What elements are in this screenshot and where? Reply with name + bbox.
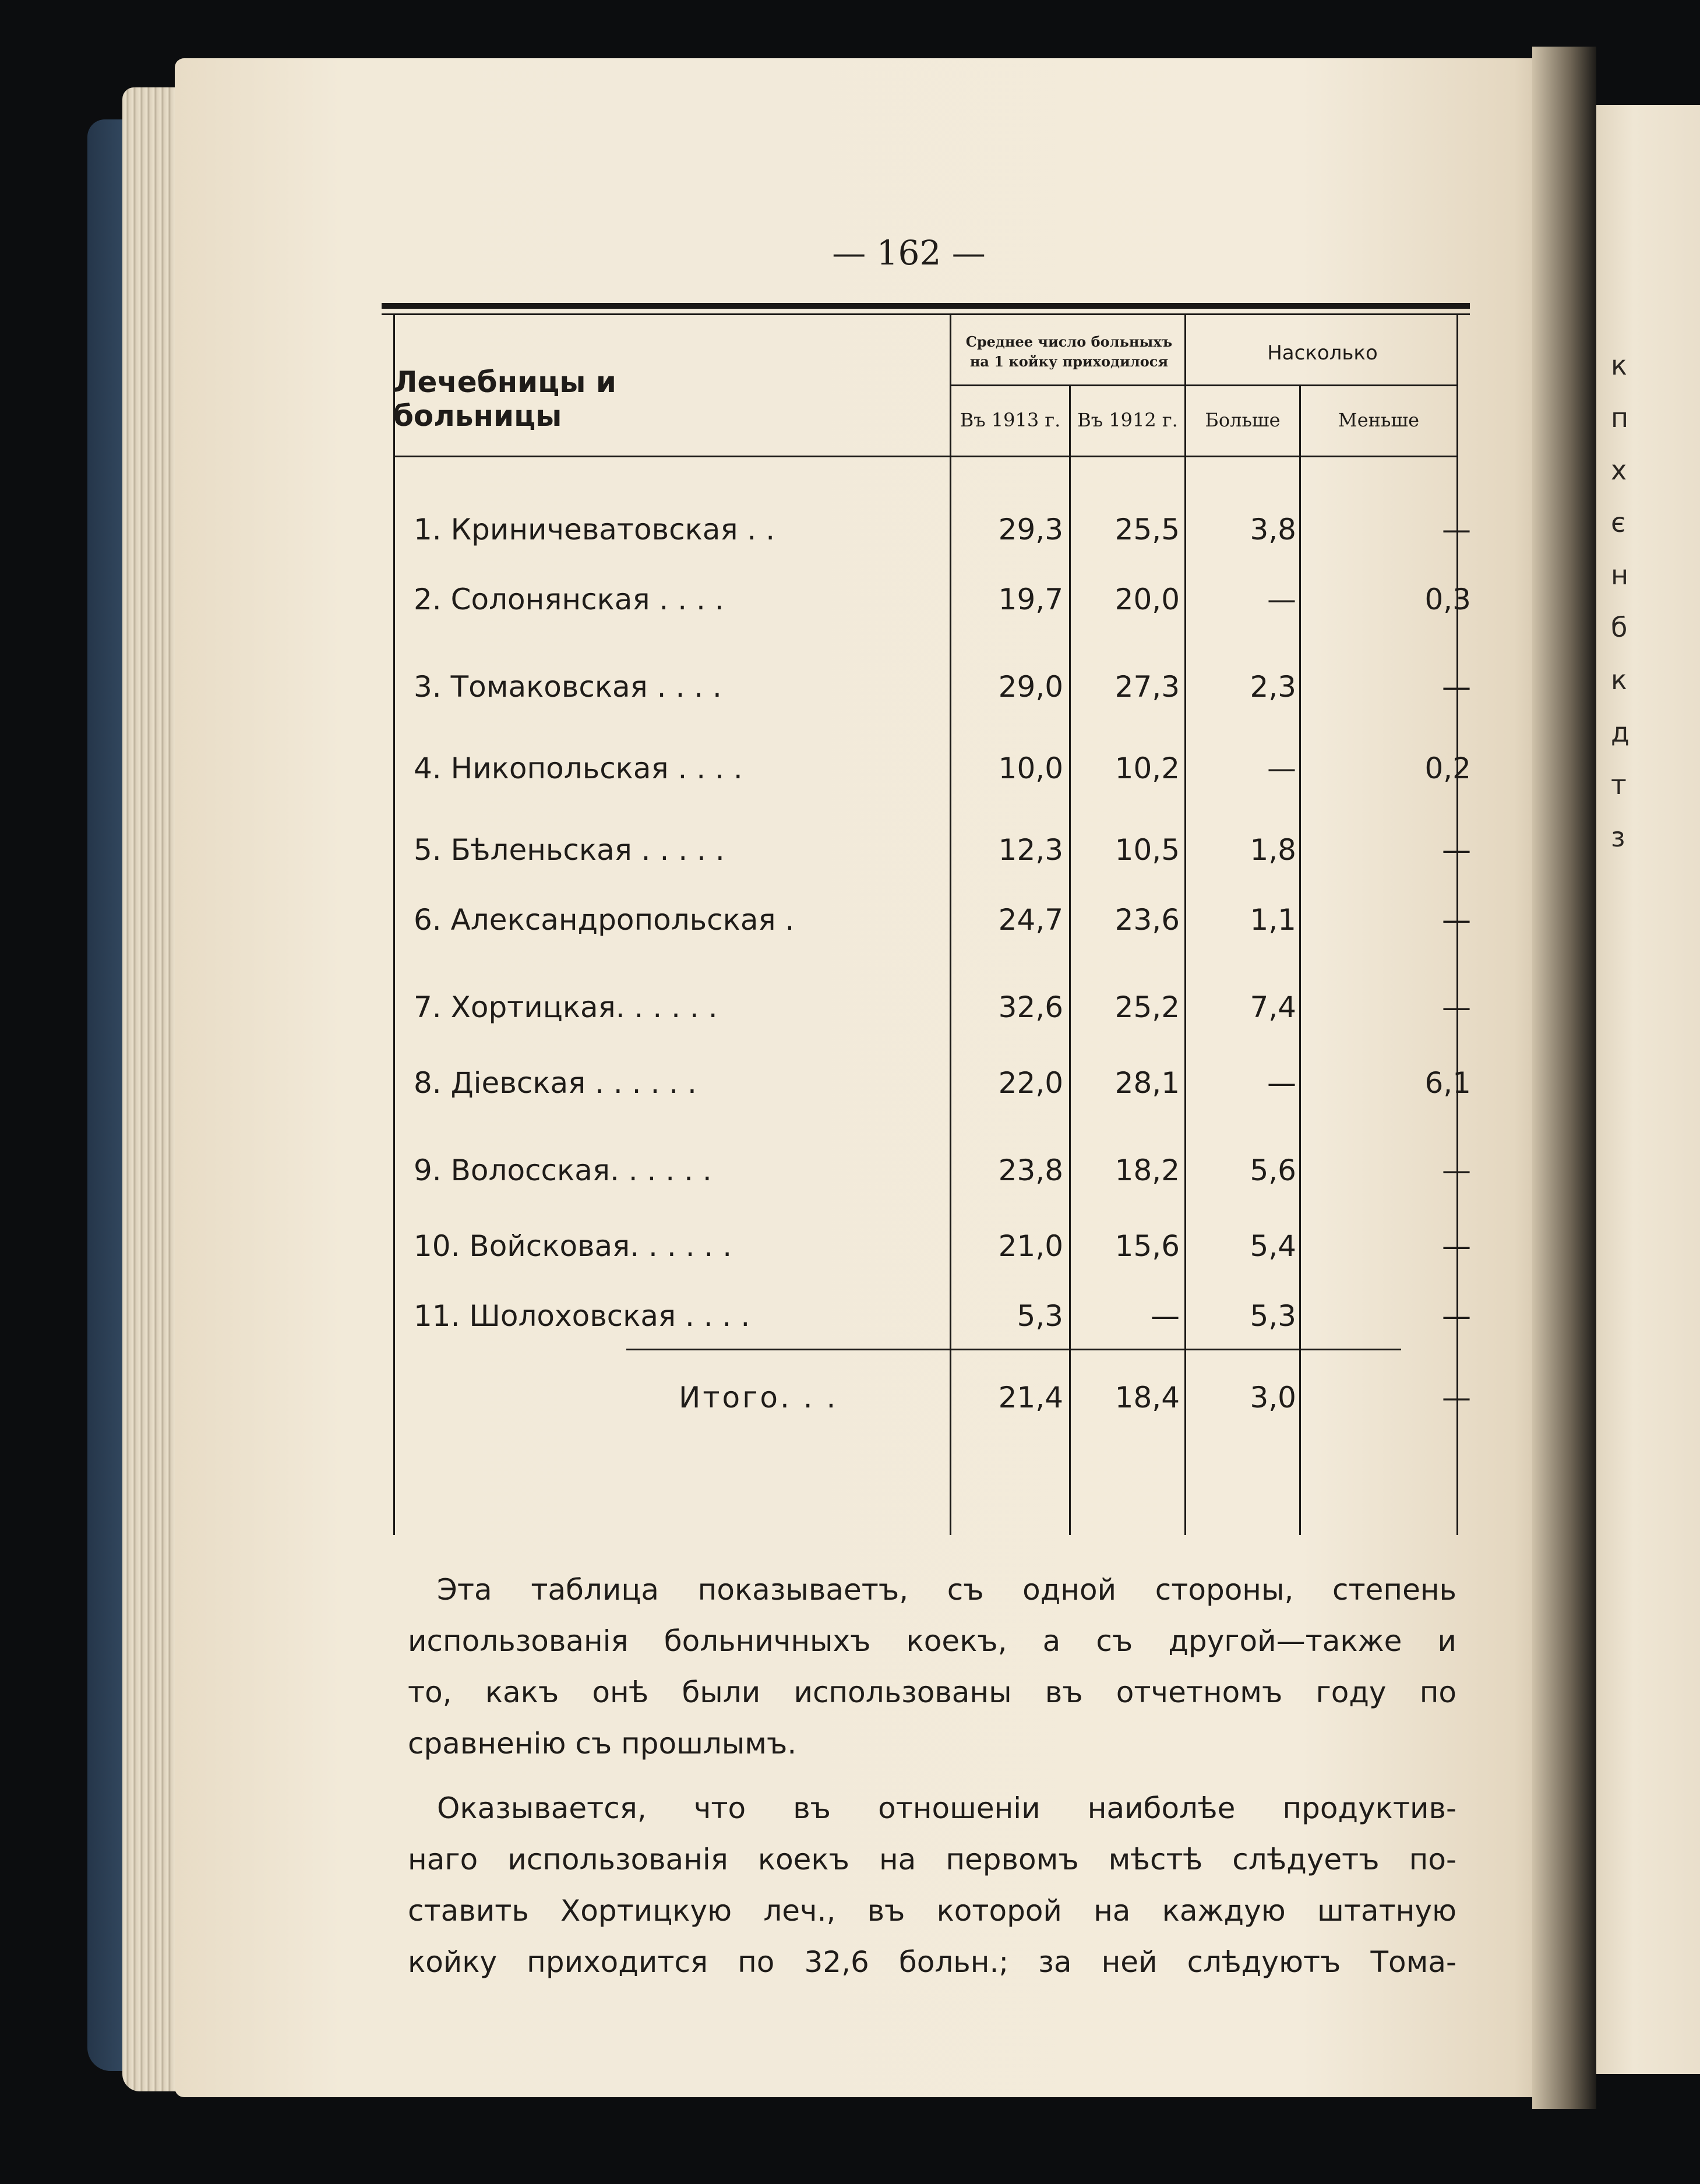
value-less: —	[1442, 833, 1471, 867]
value-more: 5,6	[1250, 1153, 1296, 1187]
header-bottom-rule	[393, 456, 1458, 457]
value-less: 0,2	[1424, 751, 1471, 785]
value-1912: 25,2	[1114, 990, 1180, 1024]
header-institutions: Лечебницы и больницы	[393, 365, 616, 433]
facing-letter: т	[1611, 769, 1627, 800]
value-1912: 28,1	[1114, 1066, 1180, 1100]
table-top-rule-thin	[382, 313, 1470, 315]
table-row	[382, 1223, 1470, 1276]
value-more: —	[1267, 1066, 1296, 1100]
table-row	[382, 897, 1470, 950]
facing-letter: к	[1611, 350, 1627, 381]
value-1912: 10,2	[1114, 751, 1180, 785]
value-1913: 10,0	[998, 751, 1063, 785]
paragraph-line: сравненiю съ прошлымъ.	[408, 1727, 797, 1760]
value-1912: 25,5	[1114, 513, 1180, 546]
value-1912: —	[1151, 1299, 1180, 1333]
paragraph-1	[408, 1564, 1456, 1769]
value-1912: 20,0	[1114, 583, 1180, 616]
value-less: —	[1442, 990, 1471, 1024]
value-1912: 23,6	[1114, 903, 1180, 937]
total-more: 3,0	[1250, 1381, 1296, 1414]
value-less: —	[1442, 1229, 1471, 1263]
value-1913: 19,7	[998, 583, 1063, 616]
value-1912: 27,3	[1114, 670, 1180, 704]
value-less: 0,3	[1424, 583, 1471, 616]
value-1913: 23,8	[998, 1153, 1063, 1187]
facing-letter: з	[1611, 821, 1625, 853]
value-more: 7,4	[1250, 990, 1296, 1024]
facing-letter: д	[1611, 717, 1630, 748]
facing-letter: п	[1611, 402, 1629, 433]
facing-letter: б	[1611, 612, 1628, 643]
value-more: 5,3	[1250, 1299, 1296, 1333]
header-average-patients: Среднее число больныхъ на 1 койку приходилося	[965, 333, 1173, 370]
value-1913: 12,3	[998, 833, 1063, 867]
header-1913: Въ 1913 г.	[960, 409, 1061, 431]
table-row	[382, 827, 1470, 880]
table-row	[382, 577, 1470, 629]
table-row	[382, 1060, 1470, 1113]
header-difference: Насколько	[1267, 341, 1378, 365]
table-top-rule	[382, 303, 1470, 309]
value-more: 1,1	[1250, 903, 1296, 937]
value-more: 3,8	[1250, 513, 1296, 546]
value-less: —	[1442, 903, 1471, 937]
header-less: Меньше	[1338, 409, 1420, 431]
paragraph-line: использованiя больничныхъ коекъ, а съ другой—также и	[408, 1624, 1456, 1658]
value-1912: 10,5	[1114, 833, 1180, 867]
value-1913: 5,3	[1017, 1299, 1063, 1333]
row-name: 5. Бѣленьская . . . . .	[414, 833, 725, 867]
row-name: 2. Солонянская . . . .	[414, 583, 724, 616]
value-1913: 29,0	[998, 670, 1063, 704]
total-less: —	[1442, 1381, 1471, 1414]
row-name: 8. Дiевская . . . . . .	[414, 1066, 697, 1100]
facing-letter: х	[1611, 454, 1627, 486]
paragraph-line: ставить Хортицкую леч., въ которой на каждую штатную	[408, 1894, 1456, 1928]
row-name: 11. Шолоховская . . . .	[414, 1299, 750, 1333]
paragraph-line: Эта таблица показываетъ, съ одной стороны, степень	[437, 1573, 1456, 1607]
row-name: 6. Александропольская .	[414, 903, 795, 937]
value-more: —	[1267, 583, 1296, 616]
paragraph-line: Оказывается, что въ отношенiи наиболѣе продуктив-	[437, 1791, 1456, 1825]
value-1912: 15,6	[1114, 1229, 1180, 1263]
page-number: — 162 —	[832, 233, 986, 273]
value-less: —	[1442, 513, 1471, 546]
row-name: 10. Войсковая. . . . . .	[414, 1229, 732, 1263]
table-row	[382, 1148, 1470, 1200]
total-1913: 21,4	[998, 1381, 1063, 1414]
paragraph-line: наго использованiя коекъ на первомъ мѣстѣ слѣдуетъ по-	[408, 1843, 1456, 1876]
value-1913: 21,0	[998, 1229, 1063, 1263]
table-row	[382, 746, 1470, 798]
table-total-row	[382, 1375, 1470, 1427]
row-name: 9. Волосская. . . . . .	[414, 1153, 712, 1187]
total-label: Итого. . .	[679, 1381, 838, 1414]
value-more: 1,8	[1250, 833, 1296, 867]
facing-letter: н	[1611, 559, 1629, 591]
total-rule	[626, 1349, 1401, 1350]
table-row	[382, 1293, 1470, 1346]
row-name: 4. Никопольская . . . .	[414, 751, 743, 785]
header-rule	[950, 384, 1458, 386]
total-1912: 18,4	[1114, 1381, 1180, 1414]
value-less: —	[1442, 1153, 1471, 1187]
header-more: Больше	[1205, 409, 1281, 431]
value-1913: 29,3	[998, 513, 1063, 546]
value-less: —	[1442, 1299, 1471, 1333]
facing-letter: є	[1611, 507, 1626, 538]
value-1912: 18,2	[1114, 1153, 1180, 1187]
row-name: 3. Томаковская . . . .	[414, 670, 722, 704]
value-less: 6,1	[1424, 1066, 1471, 1100]
row-name: 1. Криничеватовская . .	[414, 513, 775, 546]
facing-letter: к	[1611, 664, 1627, 696]
value-1913: 24,7	[998, 903, 1063, 937]
header-1912: Въ 1912 г.	[1077, 409, 1178, 431]
value-more: 5,4	[1250, 1229, 1296, 1263]
paragraph-line: койку приходится по 32,6 больн.; за ней слѣдуютъ Тома-	[408, 1945, 1456, 1979]
table-row	[382, 507, 1470, 559]
value-less: —	[1442, 670, 1471, 704]
statistics-table	[382, 303, 1470, 1535]
value-1913: 22,0	[998, 1066, 1063, 1100]
row-name: 7. Хортицкая. . . . . .	[414, 990, 718, 1024]
paragraph-2	[408, 1783, 1456, 1988]
value-more: —	[1267, 751, 1296, 785]
table-row	[382, 664, 1470, 717]
paragraph-line: то, какъ онѣ были использованы въ отчетномъ году по	[408, 1675, 1456, 1709]
book-gutter	[1532, 47, 1596, 2109]
value-more: 2,3	[1250, 670, 1296, 704]
value-1913: 32,6	[998, 990, 1063, 1024]
table-row	[382, 985, 1470, 1037]
